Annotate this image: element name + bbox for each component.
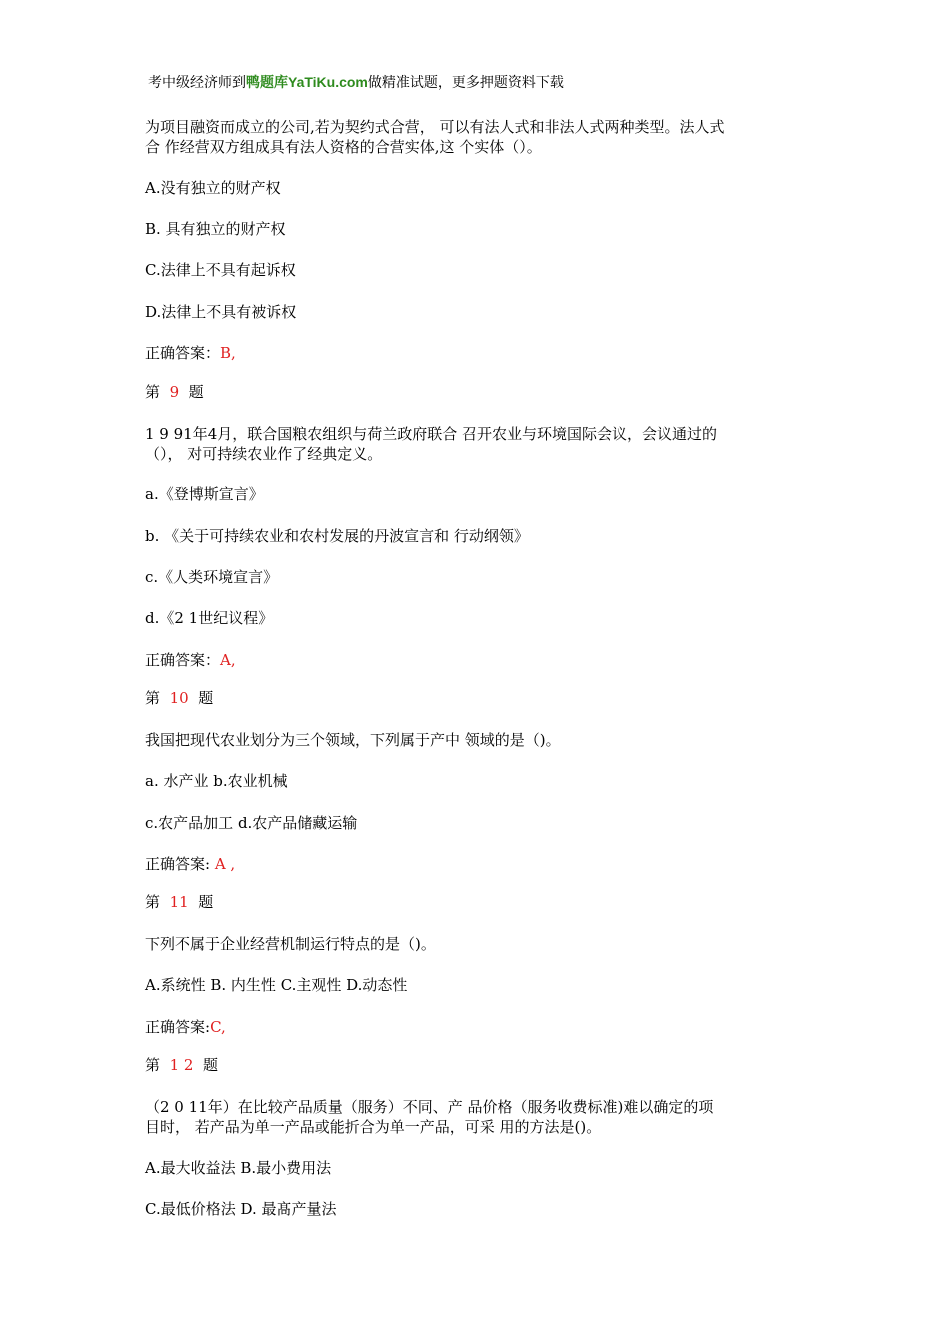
heading-prefix: 第 xyxy=(145,893,161,911)
heading-suffix: 题 xyxy=(188,383,204,401)
q12-heading xyxy=(145,1055,218,1075)
q10-options-ab: a. 水产业 b.农业机械 xyxy=(145,772,288,790)
answer-label: 正确答案： xyxy=(145,651,221,669)
q12-options-cd: C.最低价格法 D. 最髙产量法 xyxy=(145,1200,337,1218)
q12-text-line1: （2 0 11年）在比较产品质量（服务）不同、产 品价格（服务收费标准)难以确定的项 xyxy=(145,1098,714,1116)
q8-option-a: A.没有独立的财产权 xyxy=(145,179,281,197)
header-prefix: 考中级经济师到 xyxy=(148,75,246,91)
q8-option-b: B. 具有独立的财产权 xyxy=(145,220,286,238)
q10-answer xyxy=(145,854,235,874)
answer-value: C, xyxy=(210,1018,226,1036)
q9-option-c: c.《人类环境宣言》 xyxy=(145,568,279,586)
q9-option-a: a.《登博斯宣言》 xyxy=(145,485,264,503)
header-suffix: 做精准试题，更多押题资料下载 xyxy=(367,75,564,91)
q12-options-ab: A.最大收益法 B.最小费用法 xyxy=(145,1159,332,1177)
q10-text: 我国把现代农业划分为三个领域，下列属于产中 领域的是（)。 xyxy=(145,731,561,749)
answer-label: 正确答案： xyxy=(145,344,221,362)
answer-label: 正确答案: xyxy=(145,855,211,873)
q9-text-line2: （）， 对可持续农业作了经典定义。 xyxy=(145,445,383,463)
q8-option-d: D.法律上不具有被诉权 xyxy=(145,303,297,321)
q11-text: 下列不属于企业经营机制运行特点的是（)。 xyxy=(145,935,436,953)
heading-suffix: 题 xyxy=(202,1056,218,1074)
heading-prefix: 第 xyxy=(145,383,161,401)
question-number: 1 2 xyxy=(169,1056,194,1074)
answer-value: B, xyxy=(220,344,236,362)
q12-text-line2: 目时， 若产品为单一产品或能折合为单一产品，可采 用的方法是()。 xyxy=(145,1118,602,1136)
q10-heading xyxy=(145,688,213,708)
q10-options-cd: c.农产品加工 d.农产品储藏运输 xyxy=(145,814,358,832)
q9-answer xyxy=(145,650,236,670)
q11-answer xyxy=(145,1017,226,1037)
heading-prefix: 第 xyxy=(145,689,161,707)
q8-option-c: C.法律上不具有起诉权 xyxy=(145,261,296,279)
page-header xyxy=(148,72,564,92)
heading-suffix: 题 xyxy=(198,689,214,707)
answer-value: A , xyxy=(210,855,236,873)
q9-option-b: b. 《关于可持续农业和农村发展的丹波宣言和 行动纲领》 xyxy=(145,527,529,545)
q9-heading xyxy=(145,382,204,402)
answer-label: 正确答案: xyxy=(145,1018,211,1036)
q11-options: A.系统性 B. 内生性 C.主观性 D.动态性 xyxy=(145,976,408,994)
q8-text-line1: 为项目融资而成立的公司,若为契约式合营， 可以有法人式和非法人式两种类型。法人式 xyxy=(145,118,725,136)
header-brand-link[interactable]: 鸭题库 xyxy=(246,75,288,91)
question-number: 10 xyxy=(169,689,189,707)
q11-heading xyxy=(145,892,213,912)
header-site-link[interactable]: YaTiKu.com xyxy=(288,74,368,90)
q9-option-d: d.《2 1世纪议程》 xyxy=(145,609,274,627)
q8-text-line2: 合 作经营双方组成具有法人资格的合营实体,这 个实体（）。 xyxy=(145,138,542,156)
heading-suffix: 题 xyxy=(198,893,214,911)
q9-text-line1: 1 9 91年4月，联合国粮农组织与荷兰政府联合 召开农业与环境国际会议，会议通过的 xyxy=(145,425,718,443)
q8-answer xyxy=(145,343,236,363)
answer-value: A, xyxy=(220,651,236,669)
heading-prefix: 第 xyxy=(145,1056,161,1074)
question-number: 11 xyxy=(169,893,189,911)
question-number: 9 xyxy=(169,383,180,401)
